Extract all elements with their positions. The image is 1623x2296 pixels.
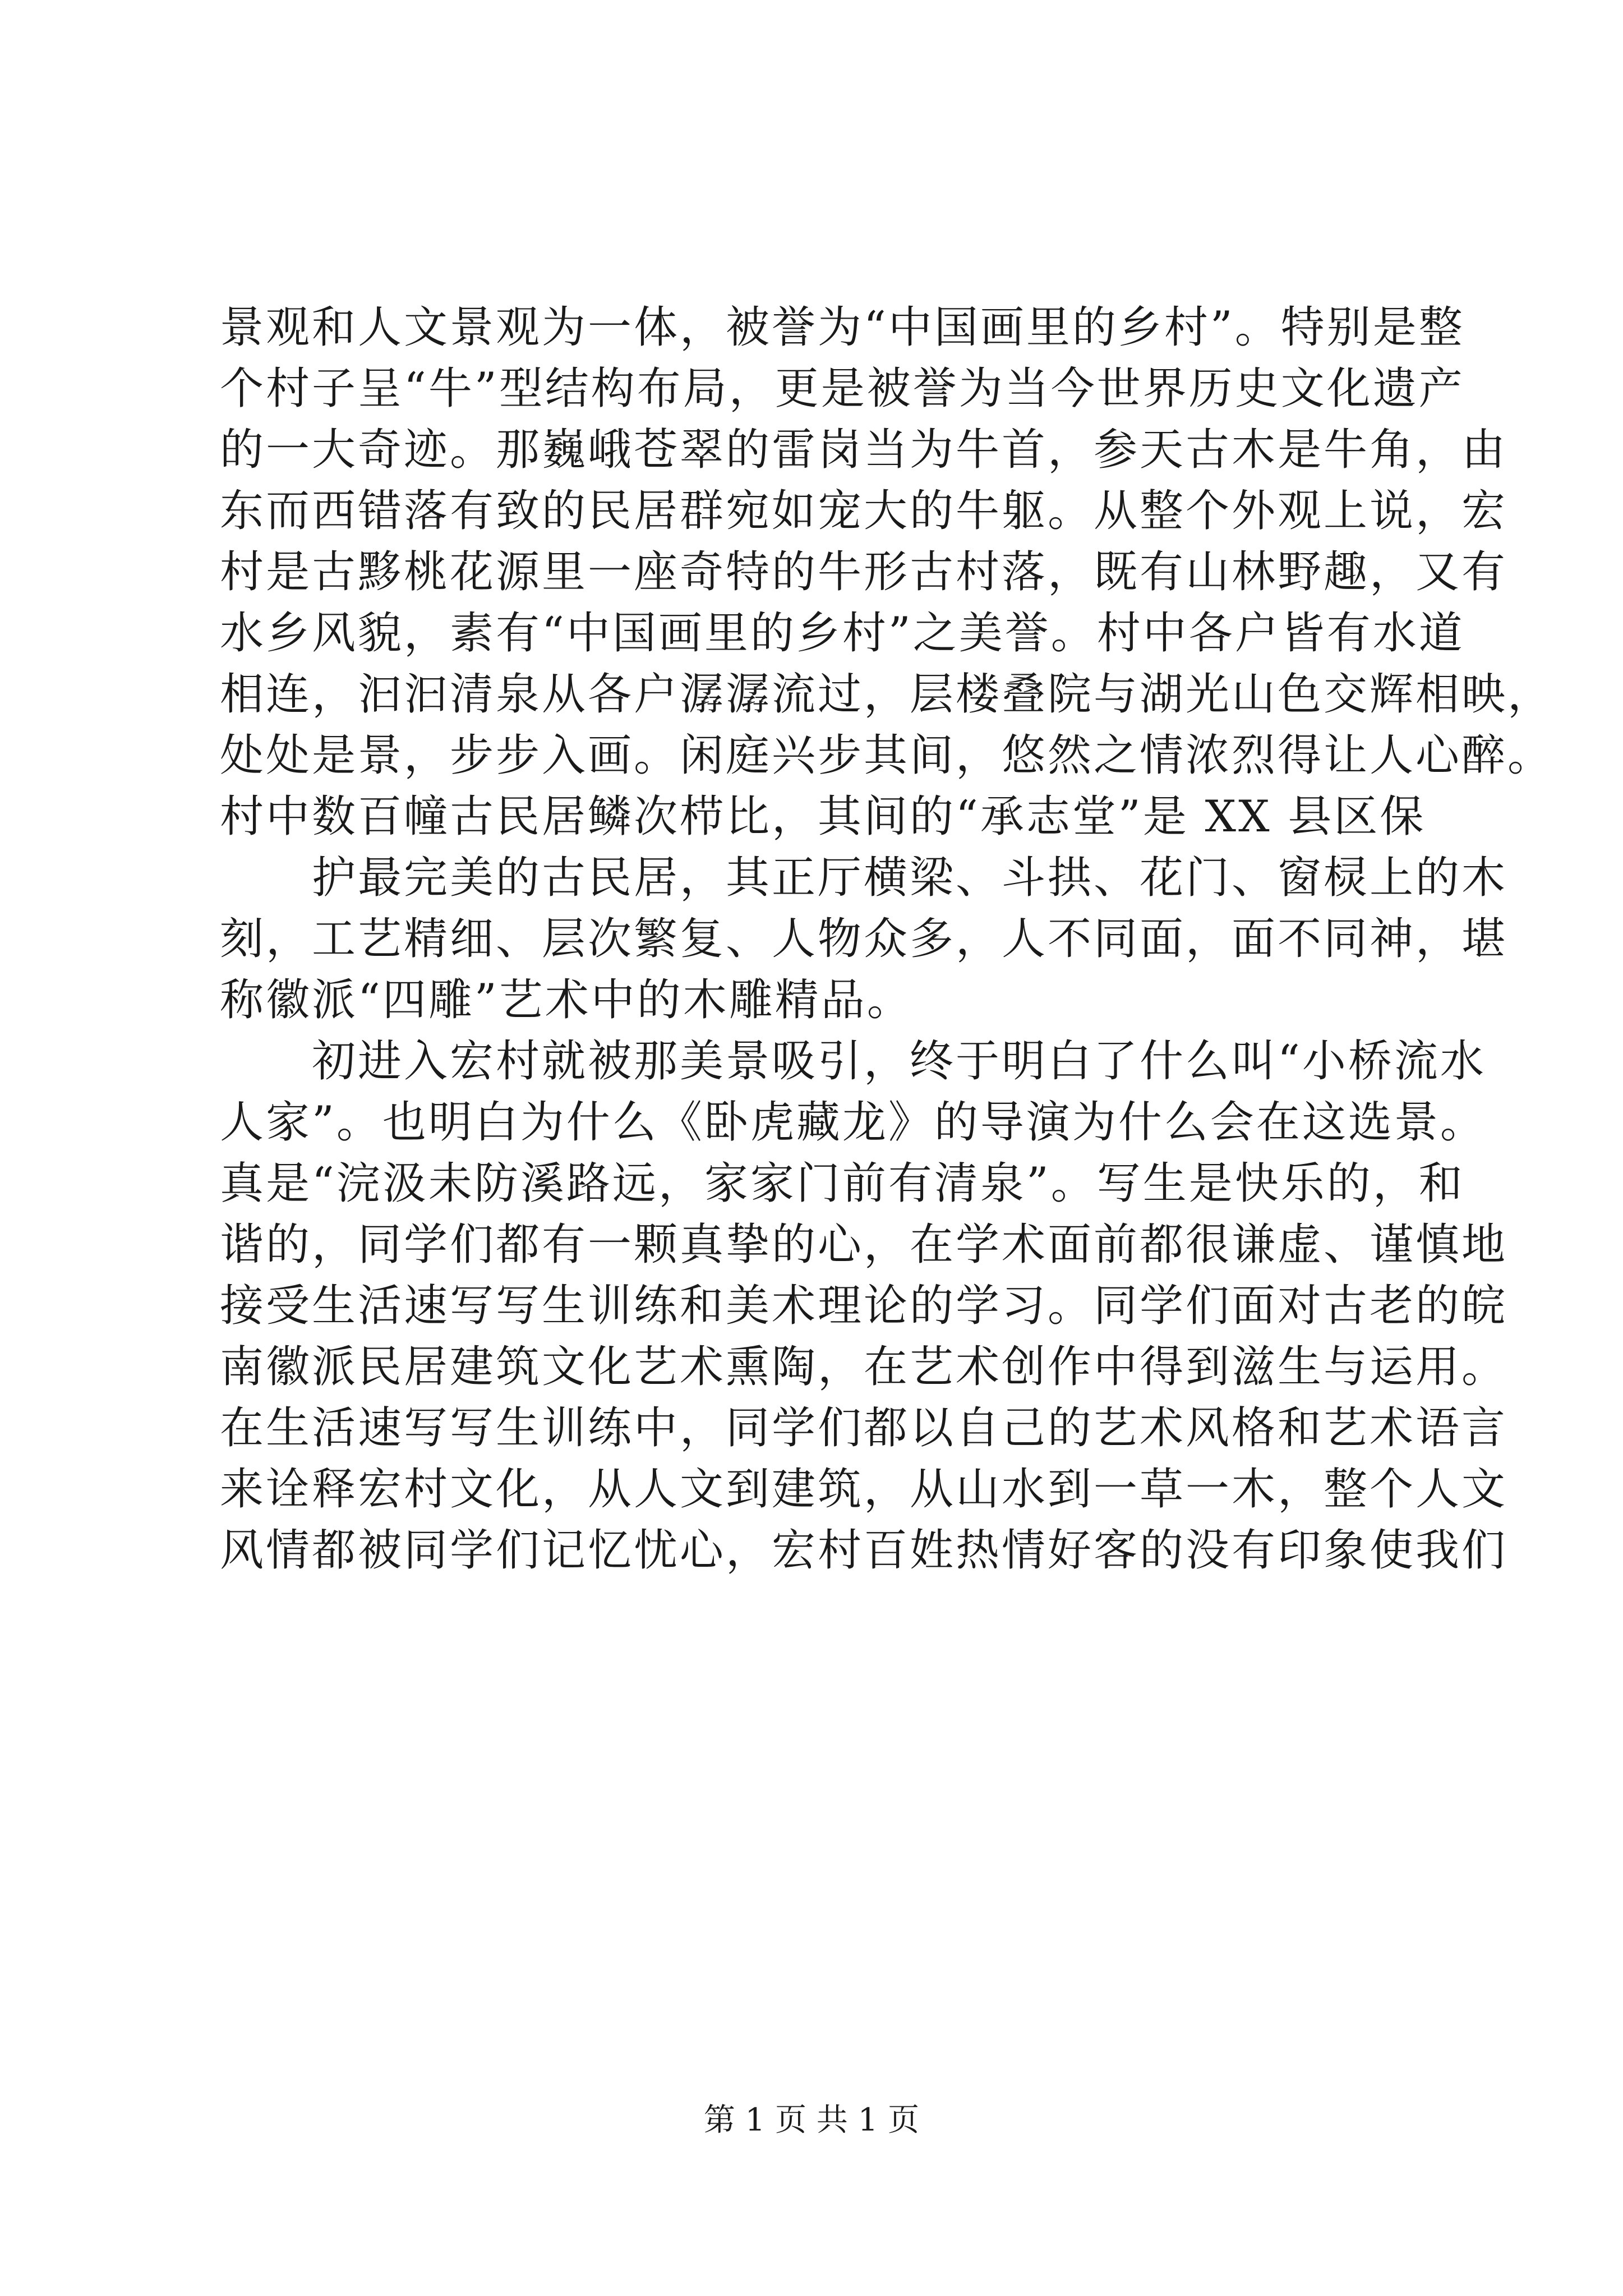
text-line: 称徽派“四雕”艺术中的木雕精品。 (220, 975, 913, 1025)
text-line: 接受生活速写写生训练和美术理论的学习。同学们面对古老的皖 (220, 1281, 1508, 1331)
text-line: 真是“浣汲未防溪路远，家家门前有清泉”。写生是快乐的，和 (220, 1158, 1465, 1209)
text-line: 刻，工艺精细、层次繁复、人物众多，人不同面，面不同神，堪 (220, 914, 1508, 964)
text-line: 人家”。也明白为什么《卧虎藏龙》的导演为什么会在这选景。 (220, 1097, 1486, 1148)
text-line: 村是古黟桃花源里一座奇特的牛形古村落，既有山林野趣，又有 (220, 547, 1508, 597)
text-line: 的一大奇迹。那巍峨苍翠的雷岗当为牛首，参天古木是牛角，由 (220, 425, 1508, 475)
body-text (220, 297, 1554, 1581)
text-line: 村中数百幢古民居鳞次栉比，其间的“承志堂”是 XX 县区保 (220, 792, 1426, 842)
text-line: 在生活速写写生训练中，同学们都以自己的艺术风格和艺术语言 (220, 1403, 1508, 1453)
text-line: 相连，汩汩清泉从各户潺潺流过，层楼叠院与湖光山色交辉相映， (220, 669, 1554, 720)
text-line: 来诠释宏村文化，从人文到建筑，从山水到一草一木，整个人文 (220, 1464, 1508, 1515)
text-line: 风情都被同学们记忆忧心，宏村百姓热情好客的没有印象使我们 (220, 1525, 1508, 1576)
paragraph-start-line: 初进入宏村就被那美景吸引，终于明白了什么叫“小桥流水 (220, 1036, 1486, 1087)
text-line: 个村子呈“牛”型结构布局，更是被誉为当今世界历史文化遗产 (220, 364, 1465, 414)
text-line: 谐的，同学们都有一颗真挚的心，在学术面前都很谦虚、谨慎地 (220, 1220, 1508, 1270)
text-line: 景观和人文景观为一体，被誉为“中国画里的乡村”。特别是整 (220, 302, 1465, 353)
text-line: 南徽派民居建筑文化艺术熏陶，在艺术创作中得到滋生与运用。 (220, 1342, 1508, 1392)
paragraph-start-line: 护最完美的古民居，其正厅横梁、斗拱、花门、窗棂上的木 (220, 853, 1508, 903)
page-number-footer: 第 1 页 共 1 页 (703, 2102, 920, 2138)
text-line: 处处是景，步步入画。闲庭兴步其间，悠然之情浓烈得让人心醉。 (220, 730, 1554, 781)
text-line: 东而西错落有致的民居群宛如宠大的牛躯。从整个外观上说，宏 (220, 486, 1508, 536)
text-line: 水乡风貌，素有“中国画里的乡村”之美誉。村中各户皆有水道 (220, 608, 1465, 659)
